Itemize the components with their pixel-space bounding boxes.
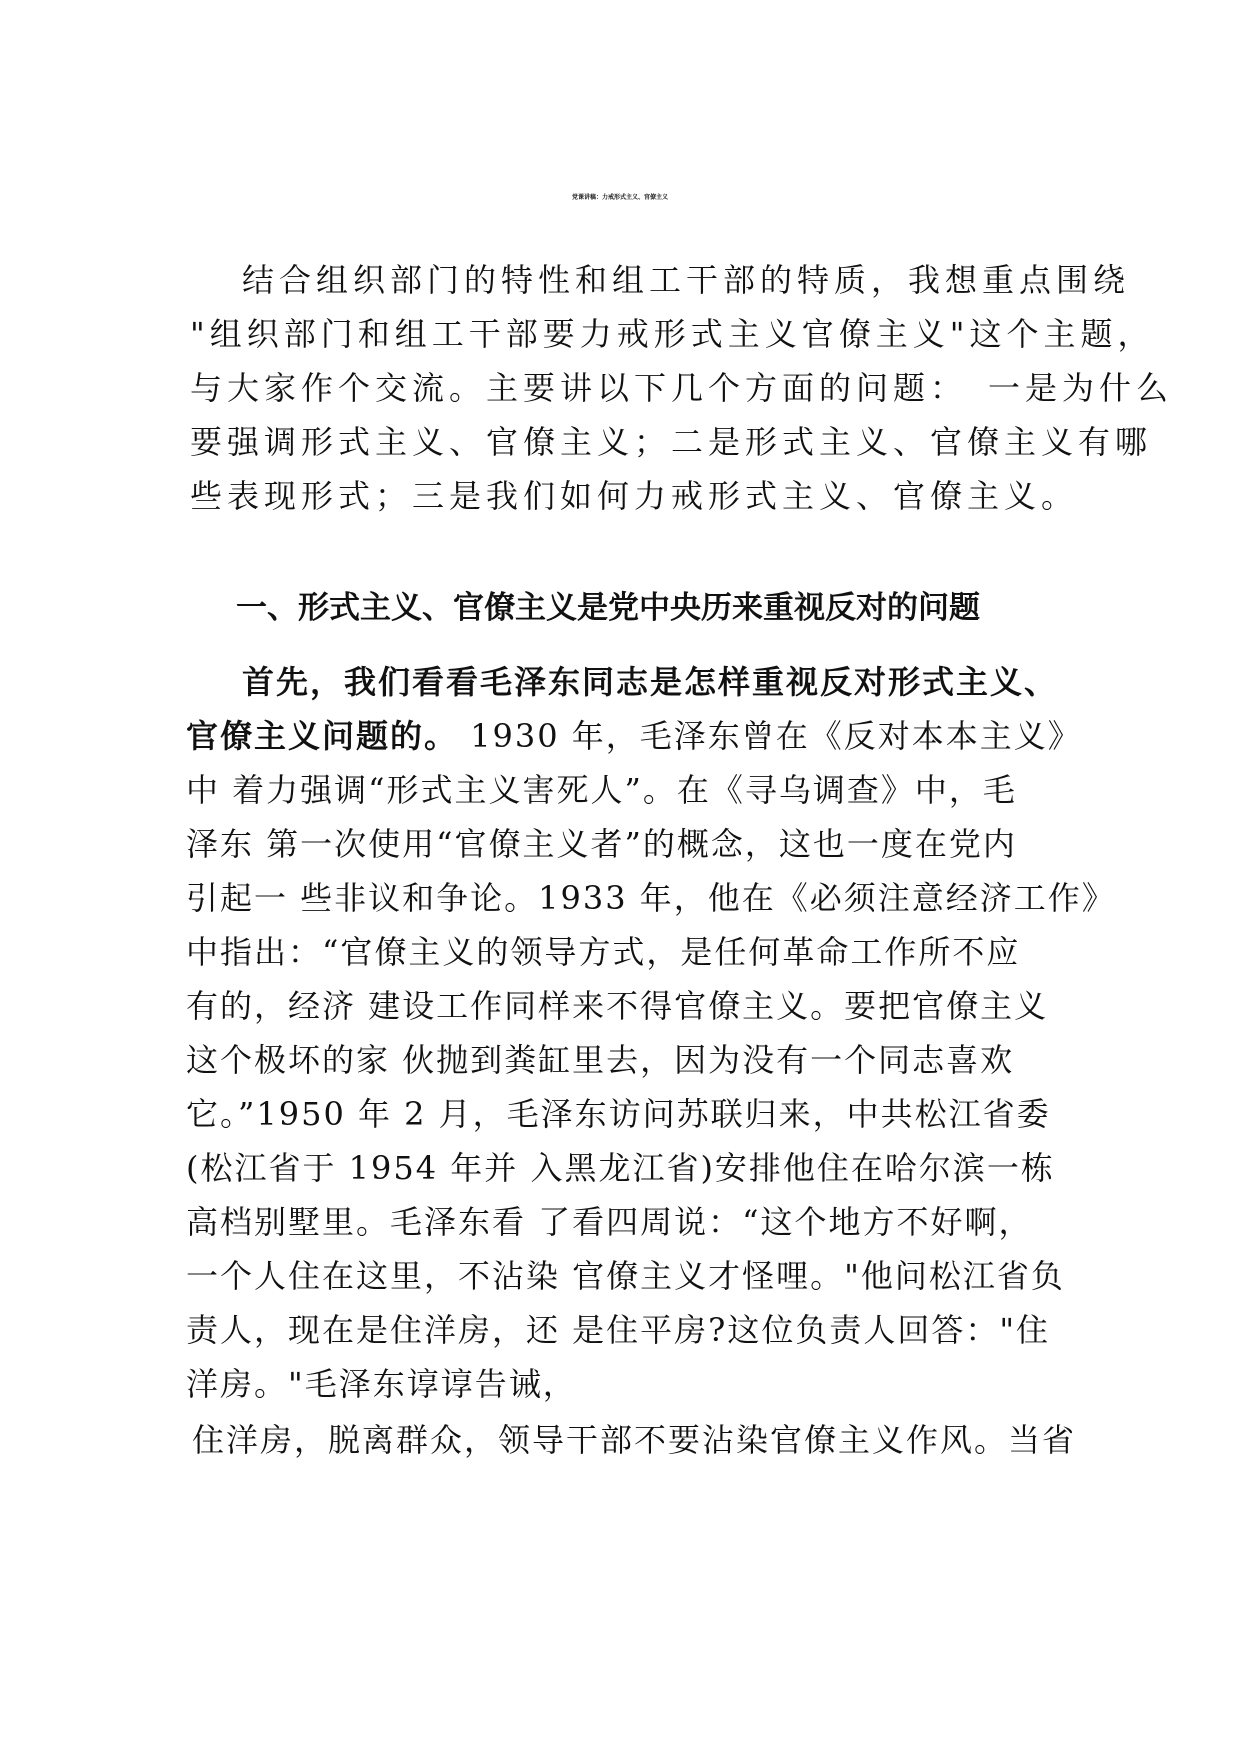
body-line-text: 1930 年，毛泽东曾在《反对本本主义》 [458,717,1082,755]
body-line: 泽东 第一次使用“官僚主义者”的概念，这也一度在党内 [186,825,1017,863]
intro-line: "组织部门和组工干部要力戒形式主义官僚主义"这个主题， [190,315,1155,353]
body-line [186,716,1082,756]
paragraph-lead-bold-end: 官僚主义问题的。 [186,717,459,755]
body-line: 这个极坏的家 伙抛到粪缸里去，因为没有一个同志喜欢 [186,1041,1015,1079]
body-line: 洋房。"毛泽东谆谆告诫， [186,1365,577,1403]
body-line: (松江省于 1954 年并 入黑龙江省)安排他住在哈尔滨一栋 [186,1149,1055,1187]
body-line: 中指出：“官僚主义的领导方式，是任何革命工作所不应 [186,933,1021,971]
paragraph-lead-bold: 首先，我们看看毛泽东同志是怎样重视反对形式主义、 [242,663,1059,701]
body-line: 住洋房，脱离群众，领导干部不要沾染官僚主义作风。当省 [192,1421,1077,1459]
body-line: 责人，现在是住洋房，还 是住平房?这位负责人回答："住 [186,1311,1051,1349]
body-line: 有的，经济 建设工作同样来不得官僚主义。要把官僚主义 [186,987,1049,1025]
body-line: 中 着力强调“形式主义害死人”。在《寻乌调查》中，毛 [186,771,1017,809]
body-line: 引起一 些非议和争论。1933 年，他在《必须注意经济工作》 [186,879,1116,917]
body-line: 一个人住在这里，不沾染 官僚主义才怪哩。"他问松江省负 [186,1257,1065,1295]
intro-line: 结合组织部门的特性和组工干部的特质，我想重点围绕 [242,261,1131,299]
intro-line: 与大家作个交流。主要讲以下几个方面的问题： 一是为什么 [190,369,1174,407]
intro-line: 些表现形式；三是我们如何力戒形式主义、官僚主义。 [190,477,1079,515]
document-title: 党课讲稿：力戒形式主义、官僚主义 [571,194,668,201]
body-line: 高档别墅里。毛泽东看 了看四周说：“这个地方不好啊， [186,1203,1033,1241]
section-heading: 一、形式主义、官僚主义是党中央历来重视反对的问题 [236,590,980,626]
body-line: 它。”1950 年 2 月，毛泽东访问苏联归来，中共松江省委 [186,1095,1051,1133]
intro-line: 要强调形式主义、官僚主义；二是形式主义、官僚主义有哪 [190,423,1153,461]
